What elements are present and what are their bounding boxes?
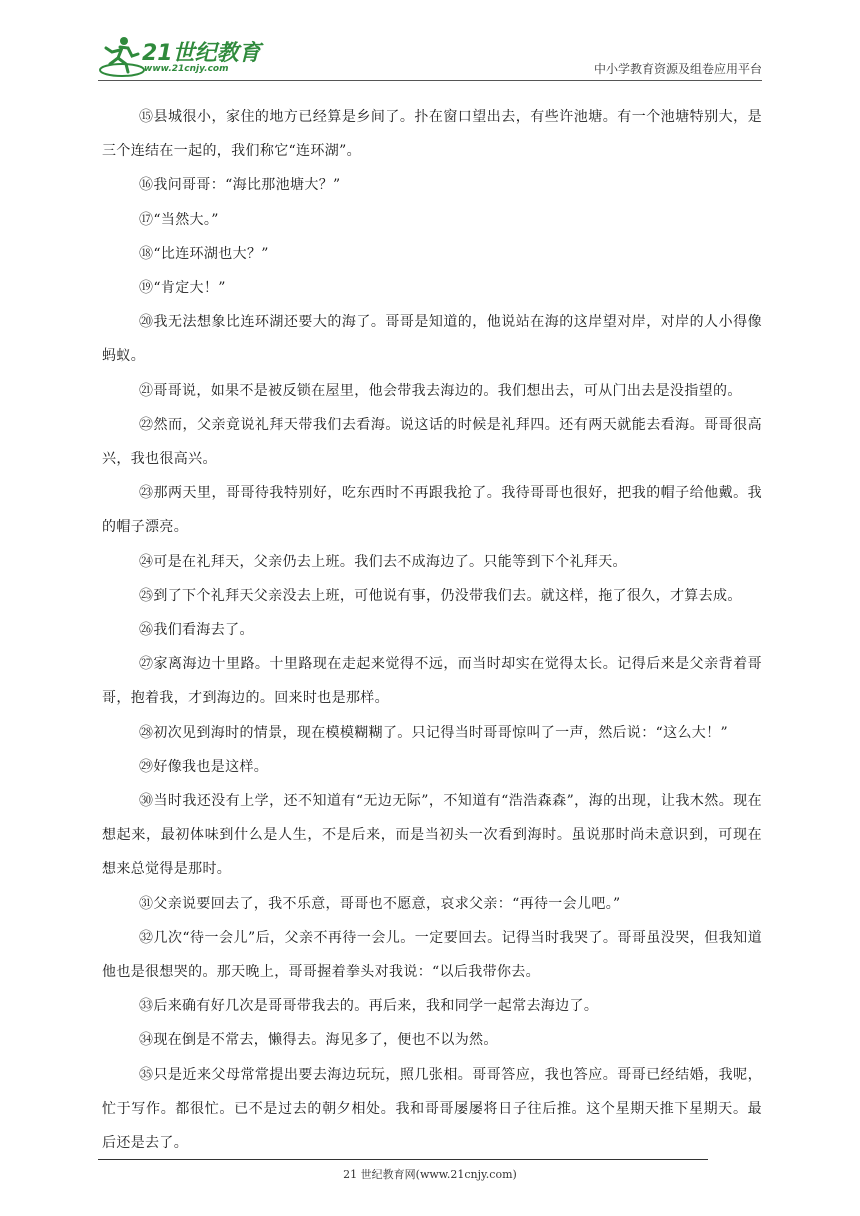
- platform-title: 中小学教育资源及组卷应用平台: [593, 62, 762, 76]
- footer-divider: [98, 1159, 708, 1160]
- paragraph-22: ㉒然而，父亲竟说礼拜天带我们去看海。说这话的时候是礼拜四。还有两天就能去看海。哥哥很高兴，我也很高兴。: [102, 416, 762, 468]
- paragraph-18: ⑱“比连环湖也大？”: [139, 245, 269, 262]
- paragraph-30: ㉚当时我还没有上学，还不知道有“无边无际”，不知道有“浩浩森森”，海的出现，让我木然。现在想起来，最初体味到什么是人生，不是后来，而是当初头一次看到海时。虽说那时尚未意识到，可现在想来总觉得是那时。: [102, 793, 762, 878]
- paragraph-24: ㉔可是在礼拜天，父亲仍去上班。我们去不成海边了。只能等到下个礼拜天。: [139, 553, 627, 570]
- paragraph-31: ㉛父亲说要回去了，我不乐意，哥哥也不愿意，哀求父亲：“再待一会儿吧。”: [139, 895, 621, 912]
- runner-logo-icon: [98, 34, 146, 78]
- paragraph-16: ⑯我问哥哥：“海比那池塘大？”: [139, 177, 341, 194]
- paragraph-25: ㉕到了下个礼拜天父亲没去上班，可他说有事，仍没带我们去。就这样，拖了很久，才算去成。: [139, 587, 742, 604]
- logo-text: 21世纪教育: [142, 41, 261, 66]
- paragraph-20: ⑳我无法想象比连环湖还要大的海了。哥哥是知道的，他说站在海的这岸望对岸，对岸的人小得像蚂蚁。: [102, 314, 762, 365]
- paragraph-35: ㉟只是近来父母常常提出要去海边玩玩，照几张相。哥哥答应，我也答应。哥哥已经结婚，我呢，忙于写作。都很忙。已不是过去的朝夕相处。我和哥哥屡屡将日子往后推。这个星期天推下星期天。最后还是去了。: [102, 1066, 762, 1152]
- site-logo[interactable]: [98, 34, 268, 78]
- paragraph-23: ㉓那两天里，哥哥待我特别好，吃东西时不再跟我抢了。我待哥哥也很好，把我的帽子给他戴。我的帽子漂亮。: [102, 485, 762, 536]
- paragraph-28: ㉘初次见到海时的情景，现在模模糊糊了。只记得当时哥哥惊叫了一声，然后说：“这么大！”: [139, 724, 729, 741]
- paragraph-15: ⑮县城很小，家住的地方已经算是乡间了。扑在窗口望出去，有些许池塘。有一个池塘特别大，是三个连结在一起的，我们称它“连环湖”。: [102, 109, 762, 160]
- article-body: [102, 100, 762, 1160]
- paragraph-26: ㉖我们看海去了。: [139, 622, 254, 639]
- paragraph-21: ㉑哥哥说，如果不是被反锁在屋里，他会带我去海边的。我们想出去，可从门出去是没指望的。: [139, 382, 742, 399]
- paragraph-19: ⑲“肯定大！”: [139, 280, 226, 297]
- paragraph-29: ㉙好像我也是这样。: [139, 758, 269, 775]
- page-footer: 21 世纪教育网(www.21cnjy.com): [343, 1168, 517, 1181]
- paragraph-32: ㉜几次“待一会儿”后，父亲不再待一会儿。一定要回去。记得当时我哭了。哥哥虽没哭，但我知道他也是很想哭的。那天晚上，哥哥握着拳头对我说：“以后我带你去。: [102, 929, 762, 981]
- page-header: [98, 34, 762, 80]
- paragraph-34: ㉞现在倒是不常去，懒得去。海见多了，便也不以为然。: [139, 1032, 498, 1049]
- paragraph-33: ㉝后来确有好几次是哥哥带我去的。再后来，我和同学一起常去海边了。: [139, 998, 599, 1015]
- logo-url: www.21cnjy.com: [144, 64, 229, 74]
- header-divider: [98, 80, 762, 81]
- paragraph-17: ⑰“当然大。”: [139, 211, 219, 228]
- paragraph-27: ㉗家离海边十里路。十里路现在走起来觉得不远，而当时却实在觉得太长。记得后来是父亲背着哥哥，抱着我，才到海边的。回来时也是那样。: [102, 656, 762, 707]
